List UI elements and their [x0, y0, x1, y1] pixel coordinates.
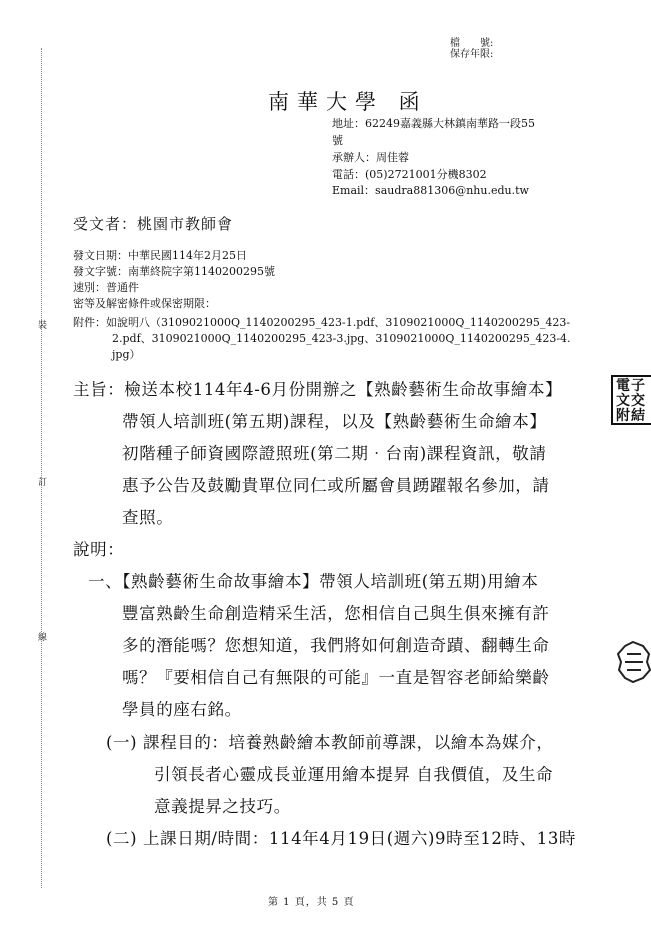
- seal-icon: [613, 640, 651, 684]
- document-title: 南華大學 函: [268, 90, 428, 114]
- item1-line-2: 豐富熟齡生命創造精采生活，您相信自己與生俱來擁有許: [122, 604, 550, 623]
- item1-line-3: 多的潛能嗎？您想知道，我們將如何創造奇蹟、翻轉生命: [122, 636, 550, 655]
- file-number-label: 檔 號:: [450, 38, 494, 49]
- electronic-document-stamp: [611, 375, 651, 425]
- retention-label: 保存年限:: [450, 49, 494, 60]
- binding-char-2: 訂: [38, 478, 48, 488]
- secrecy-level: 密等及解密條件或保密期限：: [73, 297, 216, 310]
- sender-address-1: 地址：62249嘉義縣大林鎮南華路一段55: [332, 117, 535, 130]
- document-number: 發文字號：南華終院字第1140200295號: [73, 265, 275, 278]
- explanation-heading: 說明：: [73, 540, 125, 559]
- recipient: 受文者：桃園市教師會: [73, 215, 234, 233]
- item1-line-4: 嗎？『要相信自己有無限的可能』一直是智容老師給樂齡: [122, 668, 550, 687]
- page-footer: 第 1 頁，共 5 頁: [268, 897, 355, 908]
- sub1-line-1: (一) 課程目的：培養熟齡繪本教師前導課，以繪本為媒介，: [106, 733, 554, 752]
- sub2-line-1: (二) 上課日期/時間：114年4月19日(週六)9時至12時、13時: [106, 829, 577, 848]
- subject-line-1: 主旨：檢送本校114年4-6月份開辦之【熟齡藝術生命故事繪本】: [73, 380, 563, 399]
- attachment-line-3: jpg）: [112, 348, 141, 361]
- stamp-text: 電子 文交 附結: [616, 378, 646, 424]
- attachment-line-2: 2.pdf、3109021000Q_1140200295_423-3.jpg、3109021000Q_1140200295_423-4.: [112, 332, 571, 345]
- sub1-line-3: 意義提昇之技巧。: [154, 797, 291, 816]
- subject-line-3: 初階種子師資國際證照班(第二期‧台南)課程資訊，敬請: [122, 444, 547, 463]
- binding-char-3: 線: [38, 633, 48, 643]
- send-date: 發文日期：中華民國114年2月25日: [73, 249, 247, 262]
- binding-line: [41, 48, 42, 888]
- sender-phone: 電話：(05)2721001分機8302: [332, 168, 487, 181]
- sender-contact: 承辦人：周佳蓉: [332, 151, 409, 164]
- sender-email: Email：saudra881306@nhu.edu.tw: [332, 184, 529, 197]
- delivery-speed: 速別：普通件: [73, 281, 139, 294]
- subject-line-2: 帶領人培訓班(第五期)課程，以及【熟齡藝術生命繪本】: [122, 412, 547, 431]
- item1-line-5: 學員的座右銘。: [122, 700, 242, 719]
- subject-line-5: 查照。: [122, 508, 174, 527]
- binding-char-1: 裝: [38, 321, 48, 331]
- sender-address-2: 號: [332, 134, 343, 147]
- subject-line-4: 惠予公告及鼓勵貴單位同仁或所屬會員踴躍報名參加，請: [122, 476, 550, 495]
- attachment-line-1: 附件：如說明八（3109021000Q_1140200295_423-1.pdf、3109021000Q_1140200295_423-: [73, 316, 571, 329]
- item1-line-1: 一、【熟齡藝術生命故事繪本】帶領人培訓班(第五期)用繪本: [88, 572, 539, 591]
- sub1-line-2: 引領長者心靈成長並運用繪本提昇 自我價值，及生命: [154, 765, 554, 784]
